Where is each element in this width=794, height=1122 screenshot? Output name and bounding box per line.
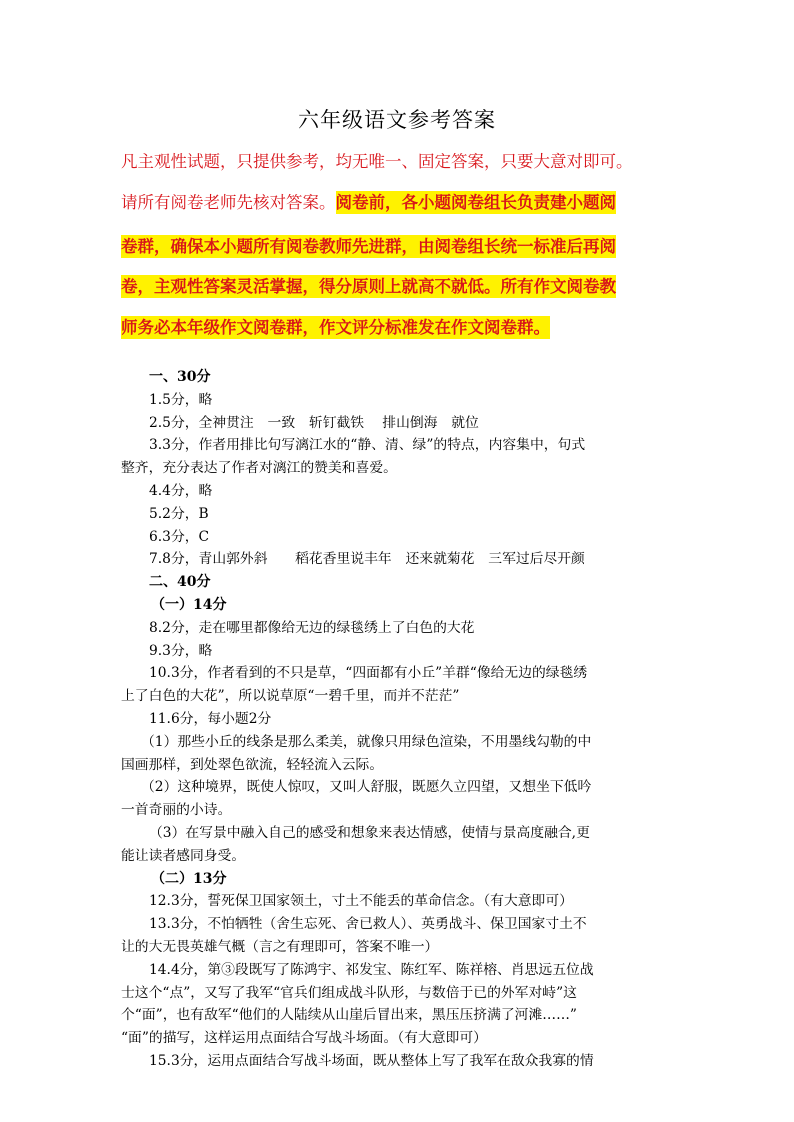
answer-line: 8.2分，走在哪里都像给无边的绿毯绣上了白色的大花: [149, 619, 475, 636]
notice-highlight: 卷群，确保本小题所有阅卷教师先进群，由阅卷组长统一标准后再阅: [121, 237, 616, 256]
answer-line: （1）那些小丘的线条是那么柔美，就像只用绿色渲染，不用墨线勾勒的中: [141, 733, 592, 750]
notice-highlight: 师务必本年级作文阅卷群，作文评分标准发在作文阅卷群。: [121, 318, 550, 337]
notice-line-2: [121, 185, 681, 221]
notice-line-3: [121, 229, 681, 265]
answer-line: 让的大无畏英雄气概（言之有理即可，答案不唯一）: [121, 938, 439, 955]
answer-line: （2）这种境界，既使人惊叹，又叫人舒服，既愿久立四望，又想坐下低吟: [141, 779, 592, 796]
answer-line: 15.3分，运用点面结合写战斗场面，既从整体上写了我军在敌众我寡的情: [149, 1052, 594, 1069]
section-heading: 一、30分: [149, 369, 211, 385]
notice-line-1: [121, 144, 681, 180]
answer-line: 能让读者感同身受。: [121, 847, 246, 864]
answer-line: 7.8分，青山郭外斜 稻花香里说丰年 还来就菊花 三军过后尽开颜: [149, 551, 585, 568]
notice-text: 凡主观性试题，只提供参考，均无唯一、固定答案，只要大意对即可。: [121, 152, 633, 171]
notice-line-4: [121, 269, 681, 305]
answer-line: 士这个“点”，又写了我军“官兵们组成战斗队形，与数倍于已的外军对峙”这: [121, 984, 577, 1001]
answer-line: 整齐，充分表达了作者对漓江的赞美和喜爱。: [121, 460, 397, 477]
answer-line: 1.5分，略: [149, 391, 213, 408]
section-heading: 二、40分: [149, 574, 211, 591]
answer-line: 13.3分，不怕牺牲（舍生忘死、舍已救人）、英勇战斗、保卫国家寸土不: [149, 916, 587, 933]
notice-highlight: 阅卷前，各小题阅卷组长负责建小题阅: [335, 193, 616, 212]
notice-text: 请所有阅卷老师先核对答案。: [121, 193, 336, 212]
answer-line: 4.4分，略: [149, 482, 213, 499]
answer-line: 14.4分，第③段既写了陈鸿宇、祁发宝、陈红军、陈祥榕、肖思远五位战: [149, 961, 594, 978]
answer-line: 6.3分，C: [149, 528, 210, 545]
notice-highlight: 卷，主观性答案灵活掌握，得分原则上就高不就低。所有作文阅卷教: [121, 277, 616, 296]
answer-line: 个“面”，也有敌军“他们的人陆续从山崖后冒出来，黑压压挤满了河滩……”: [121, 1007, 577, 1024]
subsection-heading: （一）14分: [151, 596, 227, 613]
answer-line: 3.3分，作者用排比句写漓江水的“静、清、绿”的特点，内容集中，句式: [149, 437, 586, 454]
subsection-heading: （二）13分: [151, 870, 227, 887]
answer-line: 5.2分，B: [149, 505, 209, 522]
answer-line: 12.3分，誓死保卫国家领土，寸土不能丢的革命信念。（有大意即可）: [149, 893, 573, 910]
answer-line: 10.3分，作者看到的不只是草，“四面都有小丘”羊群“像给无边的绿毯绣: [149, 665, 588, 682]
answer-line: 上了白色的大花”，所以说草原“一碧千里，而并不茫茫”: [121, 688, 460, 705]
answer-line: （3）在写景中融入自己的感受和想象来表达情感，使情与景高度融合,更: [149, 824, 590, 841]
answer-line: 9.3分，略: [149, 642, 213, 659]
answer-line: 11.6分，每小题2分: [149, 710, 272, 727]
answer-line: “面”的描写，这样运用点面结合写战斗场面。（有大意即可）: [121, 1030, 487, 1047]
page-title: 六年级语文参考答案: [298, 108, 496, 132]
answer-line: 国画那样，到处翠色欲流，轻轻流入云际。: [121, 756, 384, 773]
notice-line-5: [121, 310, 681, 346]
answer-line: 2.5分，全神贯注 一致 斩钉截铁 排山倒海 就位: [149, 414, 479, 431]
answer-line: 一首奇丽的小诗。: [121, 802, 232, 819]
answer-list: [121, 366, 681, 1073]
